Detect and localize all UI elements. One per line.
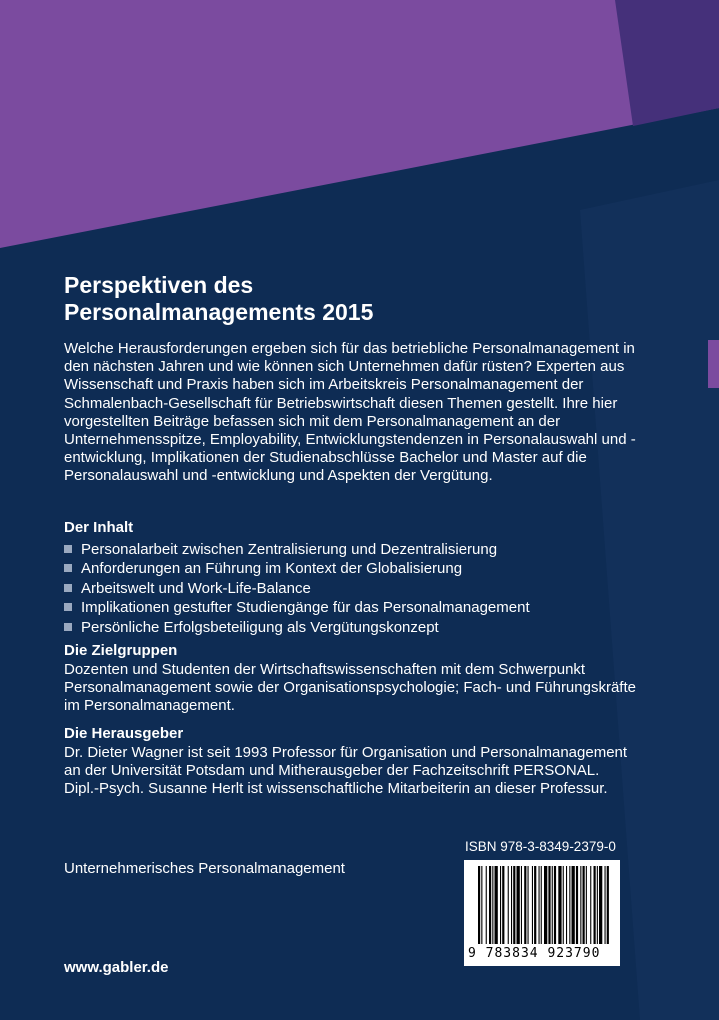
barcode-bar: [544, 866, 547, 944]
barcode-bar: [532, 866, 533, 944]
book-title: [64, 272, 624, 326]
barcode-bar: [486, 866, 487, 944]
barcode-bar: [521, 866, 522, 944]
accent-tab: [708, 340, 719, 388]
barcode-bar: [500, 866, 501, 944]
herausgeber-text: [64, 744, 644, 799]
bullet-square-icon: [64, 545, 72, 553]
dark-purple-corner: [615, 0, 719, 126]
list-item: Personalarbeit zwischen Zentralisierung und Dezentralisierung: [64, 540, 644, 559]
barcode-bar: [590, 866, 591, 944]
barcode-bar: [594, 866, 596, 944]
list-item: Persönliche Erfolgsbeteiligung als Vergütungskonzept: [64, 618, 644, 637]
barcode-bar: [481, 866, 482, 944]
zielgruppen-text: Dozenten und Studenten der Wirtschaftswissenschaften mit dem Schwerpunkt Personalmanagement sowie der Organisationspsychologie; Fach- und Führungskräfte im Personalmanagement.: [64, 661, 636, 715]
bullet-square-icon: [64, 603, 72, 611]
list-item: Arbeitswelt und Work-Life-Balance: [64, 579, 644, 598]
barcode-bar: [554, 866, 556, 944]
inhalt-heading: Der Inhalt: [64, 519, 134, 536]
herausgeber-line-2: Dipl.-Psych. Susanne Herlt ist wissenschaftliche Mitarbeiterin an dieser Professur.: [64, 780, 608, 798]
barcode-bar: [576, 866, 578, 944]
barcode-bar: [539, 866, 540, 944]
title-line-2: Personalmanagements 2015: [64, 299, 374, 325]
list-item: Anforderungen an Führung im Kontext der Globalisierung: [64, 559, 644, 578]
website-link[interactable]: www.gabler.de: [64, 959, 169, 976]
barcode-bar: [572, 866, 575, 944]
barcode: [464, 860, 620, 966]
barcode-bar: [534, 866, 536, 944]
barcode-bar: [597, 866, 598, 944]
barcode-bar: [517, 866, 520, 944]
barcode-bar: [605, 866, 606, 944]
barcode-bar: [563, 866, 564, 944]
barcode-bar: [511, 866, 512, 944]
barcode-bar: [566, 866, 567, 944]
barcode-bar: [607, 866, 609, 944]
zielgruppen-heading: Die Zielgruppen: [64, 642, 178, 659]
barcode-bar: [548, 866, 550, 944]
barcode-bar: [580, 866, 581, 944]
title-line-1: Perspektiven des: [64, 272, 254, 298]
series-name: Unternehmerisches Personalmanagement: [64, 860, 345, 877]
barcode-bar: [478, 866, 480, 944]
barcode-bar: [552, 866, 553, 944]
barcode-bar: [541, 866, 542, 944]
barcode-bar: [558, 866, 561, 944]
barcode-bar: [513, 866, 515, 944]
barcode-number: 9 783834 923790: [468, 946, 601, 961]
bullet-square-icon: [64, 623, 72, 631]
barcode-bar: [528, 866, 529, 944]
barcode-bar: [586, 866, 587, 944]
barcode-bar: [524, 866, 526, 944]
barcode-bar: [569, 866, 570, 944]
barcode-bar: [599, 866, 602, 944]
list-item: Implikationen gestufter Studiengänge für das Personalmanagement: [64, 598, 644, 617]
inhalt-list: [64, 540, 644, 637]
barcode-bar: [502, 866, 504, 944]
bullet-square-icon: [64, 564, 72, 572]
barcode-bar: [508, 866, 509, 944]
barcode-bar: [495, 866, 498, 944]
herausgeber-line-1: Dr. Dieter Wagner ist seit 1993 Professor für Organisation und Personalmanagement an der Universität Potsdam und Mitherausgeber der Fachzeitschrift PERSONAL.: [64, 744, 628, 780]
barcode-bar: [492, 866, 493, 944]
barcode-bar: [489, 866, 491, 944]
bullet-square-icon: [64, 584, 72, 592]
barcode-bar: [583, 866, 585, 944]
intro-text: Welche Herausforderungen ergeben sich für das betriebliche Personalmanagement in den nächsten Jahren und wie können sich Unternehmen dafür rüsten? Experten aus Wissenschaft und Praxis haben sich im Arbeitskreis Personalmanagement der Schmalenbach-Gesellschaft für Betriebswirtschaft diesen Themen gestellt. Ihre hier vorgestellten Beiträge befassen sich mit dem Personalmanagement an der Unternehmensspitze, Employability, Entwicklungstendenzen in Personalauswahl und -entwicklung, Implikationen der Studienabschlüsse Bachelor und Master auf die Personalauswahl und -entwicklung und Aspekten der Vergütung.: [64, 340, 636, 485]
herausgeber-heading: Die Herausgeber: [64, 725, 184, 742]
isbn-label: ISBN 978-3-8349-2379-0: [465, 839, 616, 854]
